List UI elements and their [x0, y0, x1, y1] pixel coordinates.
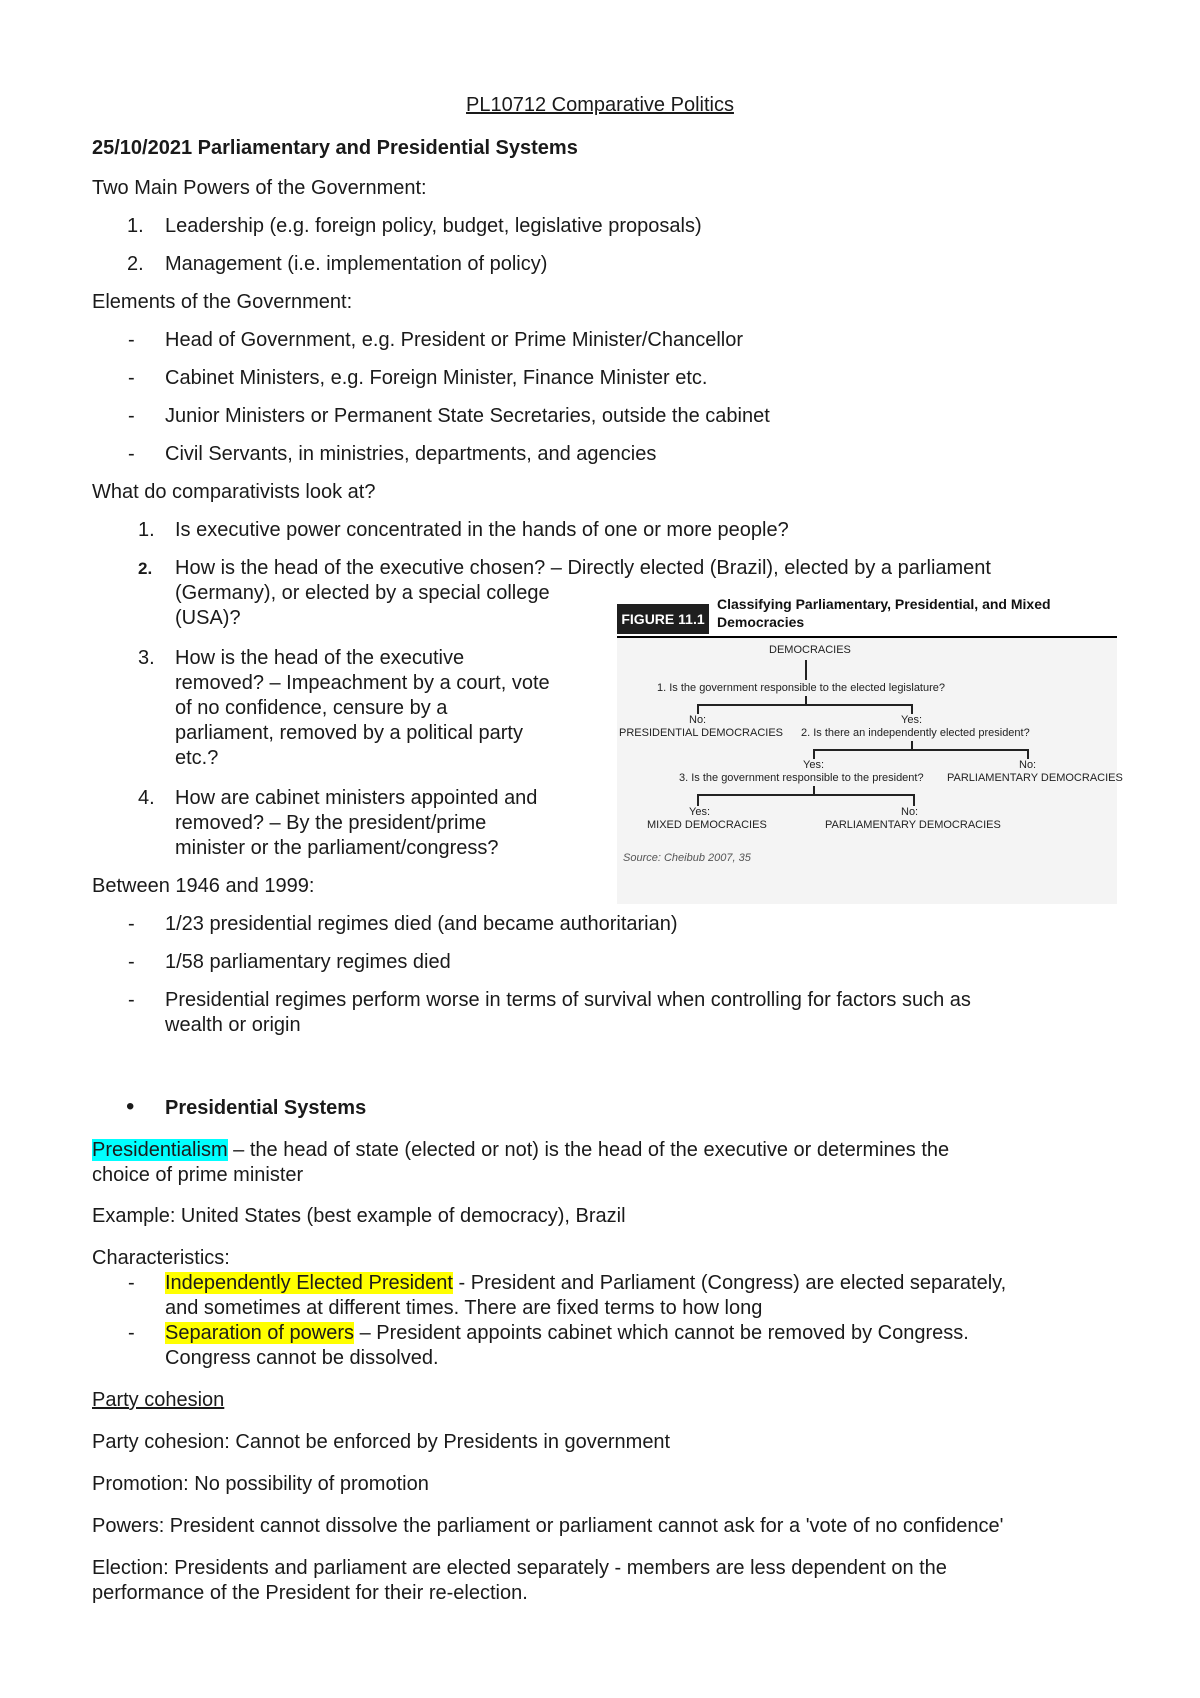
list-item: Junior Ministers or Permanent State Secretaries, outside the cabinet [165, 405, 770, 427]
figure-header [617, 592, 1117, 638]
highlighted-term: Independently Elected President [165, 1272, 453, 1294]
list-item: Leadership (e.g. foreign policy, budget, legislative proposals) [165, 215, 702, 237]
q1-no-result: PRESIDENTIAL DEMOCRACIES [619, 727, 784, 739]
party-cohesion-line: Party cohesion: Cannot be enforced by Presidents in government [92, 1431, 671, 1453]
dash-marker: - [128, 443, 135, 465]
dash-marker: - [128, 329, 135, 351]
q3-yes-result: MIXED DEMOCRACIES [647, 819, 767, 831]
section-heading: 25/10/2021 Parliamentary and Presidential Systems [92, 137, 578, 159]
figure-source: Source: Cheibub 2007, 35 [623, 852, 751, 864]
list-item [165, 1271, 1006, 1296]
comparativists-intro: What do comparativists look at? [92, 481, 376, 503]
elements-intro: Elements of the Government: [92, 291, 353, 313]
list-item-continued: Congress cannot be dissolved. [165, 1347, 439, 1369]
list-item-continued: of no confidence, censure by a [175, 697, 448, 719]
list-item: 1/23 presidential regimes died (and became authoritarian) [165, 913, 678, 935]
connector-line [805, 660, 807, 680]
definition-continued: choice of prime minister [92, 1164, 304, 1186]
figure-title-line-1: Classifying Parliamentary, Presidential, and Mixed [717, 596, 1051, 612]
q3-yes-label: Yes: [689, 806, 711, 818]
list-number: 1. [127, 215, 144, 237]
q1-yes-label: Yes: [901, 714, 923, 726]
list-item: How are cabinet ministers appointed and [175, 787, 538, 809]
list-item-continued: minister or the parliament/congress? [175, 837, 499, 859]
diagram-root-node: DEMOCRACIES [769, 644, 851, 656]
list-number: 2. [138, 559, 153, 578]
connector-line [697, 794, 915, 796]
dash-marker: - [128, 951, 135, 973]
item-text: – President appoints cabinet which cannot be removed by Congress. [354, 1322, 969, 1344]
q1-no-label: No: [689, 714, 707, 726]
list-number: 4. [138, 787, 155, 809]
q2-no-label: No: [1019, 759, 1037, 771]
list-item-continued: wealth or origin [165, 1014, 301, 1036]
powers-intro: Two Main Powers of the Government: [92, 177, 427, 199]
question-2: 2. Is there an independently elected president? [801, 727, 1030, 739]
q3-no-label: No: [901, 806, 919, 818]
between-intro: Between 1946 and 1999: [92, 875, 315, 897]
list-item: Head of Government, e.g. President or Prime Minister/Chancellor [165, 329, 744, 351]
subsection-heading: Presidential Systems [165, 1097, 367, 1119]
dash-marker: - [128, 367, 135, 389]
dash-marker: - [128, 913, 135, 935]
highlighted-term: Presidentialism [92, 1139, 228, 1161]
list-number: 2. [127, 253, 144, 275]
bullet-marker: • [126, 1093, 135, 1120]
list-item-continued: removed? – Impeachment by a court, vote [175, 672, 550, 694]
document-title: PL10712 Comparative Politics [466, 94, 734, 116]
q2-yes-label: Yes: [803, 759, 825, 771]
figure-label: FIGURE 11.1 [617, 604, 709, 634]
promotion-line: Promotion: No possibility of promotion [92, 1473, 429, 1495]
list-item: 1/58 parliamentary regimes died [165, 951, 451, 973]
definition-text: – the head of state (elected or not) is the head of the executive or determines the [227, 1139, 950, 1161]
dash-marker: - [128, 989, 135, 1011]
definition-line [92, 1138, 949, 1163]
list-item-continued: (Germany), or elected by a special college [175, 582, 550, 604]
highlighted-term: Separation of powers [165, 1322, 355, 1344]
q2-no-result: PARLIAMENTARY DEMOCRACIES [947, 772, 1123, 784]
list-number: 3. [138, 647, 155, 669]
list-item: How is the head of the executive chosen? – Directly elected (Brazil), elected by a parliament [175, 557, 991, 579]
question-3: 3. Is the government responsible to the president? [679, 772, 924, 784]
q3-no-result: PARLIAMENTARY DEMOCRACIES [825, 819, 1001, 831]
list-item-continued: etc.? [175, 747, 219, 769]
election-line: Election: Presidents and parliament are elected separately - members are less dependent on the [92, 1557, 947, 1579]
powers-line: Powers: President cannot dissolve the parliament or parliament cannot ask for a 'vote of no confidence' [92, 1515, 1004, 1537]
election-continued: performance of the President for their re-election. [92, 1582, 528, 1604]
list-number: 1. [138, 519, 155, 541]
list-item-continued: (USA)? [175, 607, 241, 629]
connector-line [697, 704, 699, 714]
connector-line [697, 794, 699, 806]
dash-marker: - [128, 405, 135, 427]
list-item [165, 1321, 969, 1346]
list-item: Civil Servants, in ministries, departments, and agencies [165, 443, 657, 465]
list-item: Management (i.e. implementation of policy) [165, 253, 548, 275]
list-item: Cabinet Ministers, e.g. Foreign Minister, Finance Minister etc. [165, 367, 708, 389]
characteristics-intro: Characteristics: [92, 1247, 230, 1269]
item-text: - President and Parliament (Congress) are elected separately, [452, 1272, 1007, 1294]
connector-line [1027, 749, 1029, 759]
question-1: 1. Is the government responsible to the elected legislature? [657, 682, 946, 694]
party-cohesion-heading: Party cohesion [92, 1389, 225, 1411]
figure-title-line-2: Democracies [717, 614, 805, 630]
connector-line [697, 704, 913, 706]
connector-line [813, 749, 815, 759]
dash-marker: - [128, 1272, 135, 1294]
list-item-continued: parliament, removed by a political party [175, 722, 523, 744]
dash-marker: - [128, 1322, 135, 1344]
list-item: Is executive power concentrated in the hands of one or more people? [175, 519, 789, 541]
figure-classification-diagram [617, 592, 1123, 904]
example-line: Example: United States (best example of democracy), Brazil [92, 1205, 626, 1227]
connector-line [913, 794, 915, 806]
list-item: Presidential regimes perform worse in terms of survival when controlling for factors such as [165, 989, 971, 1011]
list-item-continued: and sometimes at different times. There are fixed terms to how long [165, 1297, 763, 1319]
connector-line [911, 704, 913, 714]
list-item-continued: removed? – By the president/prime [175, 812, 487, 834]
figure-body [617, 638, 1123, 904]
connector-line [813, 749, 1029, 751]
list-item: How is the head of the executive [175, 647, 465, 669]
